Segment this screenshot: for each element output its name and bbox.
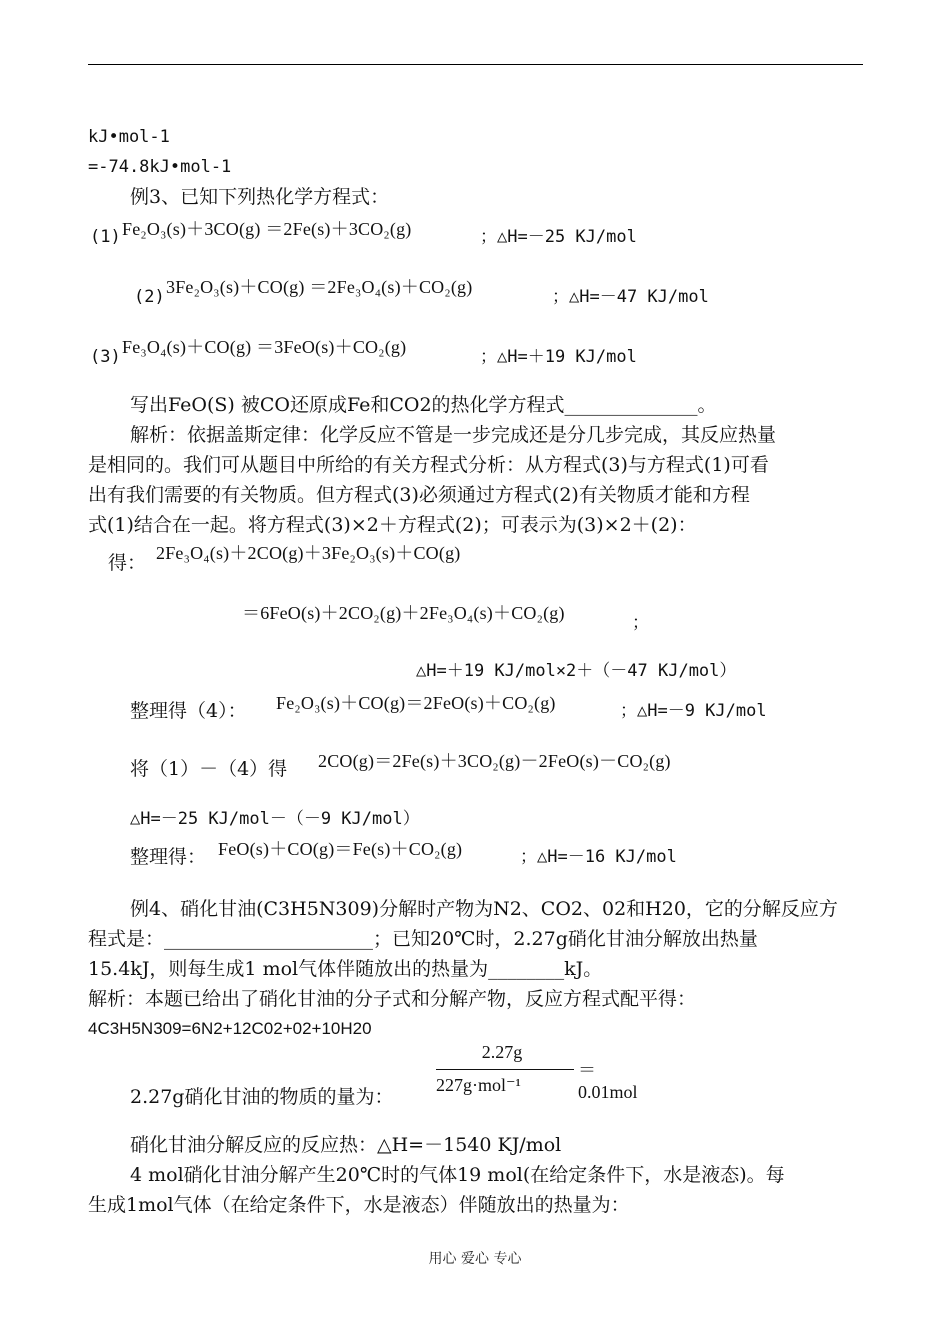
equation-3: Fe₃O₄(s)＋CO(g) ＝3FeO(s)＋CO₂(g) [122,337,407,357]
equation-2: 3Fe₂O₃(s)＋CO(g) ＝2Fe₃O₄(s)＋CO₂(g) [166,277,473,297]
fraction-bar [436,1069,574,1070]
gas-text: 4 mol硝化甘油分解产生20℃时的气体19 mol(在给定条件下，水是液态)。每 [130,1164,785,1186]
question-text: 写出FeO(S) 被CO还原成Fe和CO2的热化学方程式______________。 [130,394,717,416]
page-footer: 用心 爱心 专心 [428,1251,522,1267]
combine-label: 将（1）－（4）得 [130,758,288,780]
fraction-denominator: 227g·mol⁻¹ [436,1075,521,1095]
text-line: kJ•mol-1 [88,127,170,147]
derive-equation: 2Fe₃O₄(s)＋2CO(g)＋3Fe₂O₃(s)＋CO(g) [156,543,461,563]
simplify-label: 整理得（4）： [130,700,247,722]
analysis-text: 解析：依据盖斯定律：化学反应不管是一步完成还是分几步完成，其反应热量 [130,424,777,446]
header-rule [88,64,863,65]
final-equation: FeO(s)＋CO(g)＝Fe(s)＋CO₂(g) [218,839,463,859]
example-4-text: 程式是：______________________；已知20℃时，2.27g硝化甘油分解放出热量 [88,928,758,950]
derive-equation-rhs: ＝6FeO(s)＋2CO₂(g)＋2Fe₃O₄(s)＋CO₂(g) [242,603,565,623]
heat-text: 硝化甘油分解反应的反应热：△H=－1540 KJ/mol [130,1134,562,1156]
example-4-text: 15.4kJ，则每生成1 mol气体伴随放出的热量为________kJ。 [88,958,603,980]
dh-sum: △H=＋19 KJ/mol×2＋（－47 KJ/mol） [416,661,737,681]
fraction-numerator: 2.27g [481,1042,523,1062]
equation-4: Fe₂O₃(s)＋CO(g)＝2FeO(s)＋CO₂(g) [276,693,556,713]
final-label: 整理得： [130,846,207,868]
gas-text: 生成1mol气体（在给定条件下，水是液态）伴随放出的热量为： [88,1194,630,1216]
equation-label: (1) [90,227,121,247]
derive-equation-tail: ； [632,613,649,633]
final-equation-dh: ；△H=－16 KJ/mol [520,847,677,867]
amount-fraction [432,1042,642,1102]
equation-3-dh: ；△H=＋19 KJ/mol [480,347,637,367]
dh-difference: △H=－25 KJ/mol－（－9 KJ/mol） [130,809,420,829]
solution-text: 解析：本题已给出了硝化甘油的分子式和分解产物，反应方程式配平得： [88,988,697,1010]
equation-2-dh: ；△H=－47 KJ/mol [552,287,709,307]
amount-label: 2.27g硝化甘油的物质的量为： [130,1086,394,1108]
equation-4-dh: ；△H=－9 KJ/mol [620,701,767,721]
equation-label: (2) [134,287,165,307]
example-4-text: 例4、硝化甘油(C3H5N309)分解时产物为N2、CO2、02和H20，它的分解反应方 [130,898,838,920]
equation-1-dh: ；△H=－25 KJ/mol [480,227,637,247]
example-3-heading: 例3、已知下列热化学方程式： [130,186,390,208]
analysis-text: 出有我们需要的有关物质。但方程式(3)必须通过方程式(2)有关物质才能和方程 [88,484,750,506]
equation-label: (3) [90,347,121,367]
fraction-result: ＝0.01mol [578,1060,638,1102]
analysis-text: 式(1)结合在一起。将方程式(3)×2＋方程式(2)；可表示为(3)×2＋(2)： [88,514,697,536]
combine-equation: 2CO(g)＝2Fe(s)＋3CO₂(g)－2FeO(s)－CO₂(g) [318,751,671,771]
derive-label: 得： [108,552,147,574]
balanced-equation: 4C3H5N309=6N2+12C02+02+10H20 [88,1019,372,1038]
text-line: =-74.8kJ•mol-1 [88,157,232,177]
analysis-text: 是相同的。我们可从题目中所给的有关方程式分析：从方程式(3)与方程式(1)可看 [88,454,769,476]
equation-1: Fe₂O₃(s)＋3CO(g) ＝2Fe(s)＋3CO₂(g) [122,219,412,239]
